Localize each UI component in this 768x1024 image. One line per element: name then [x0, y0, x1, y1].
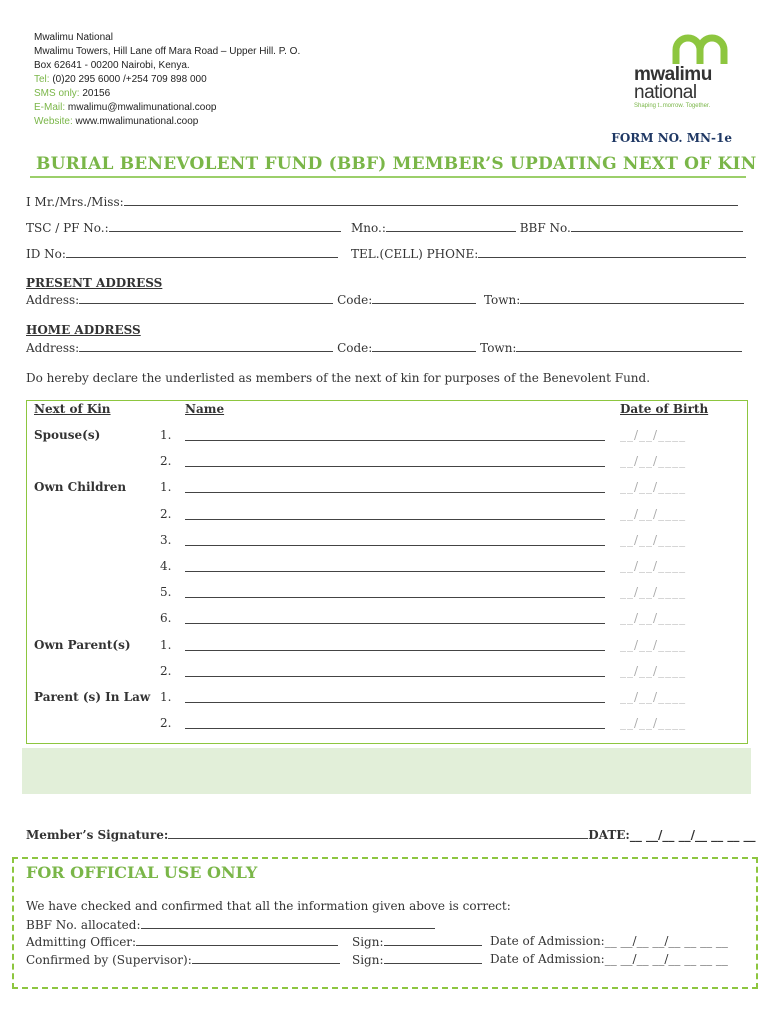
kin-row-number: 3. [160, 533, 172, 547]
logo-word-national: national [634, 82, 697, 103]
form-title: BURIAL BENEVOLENT FUND (BBF) MEMBER’S UPDATING NEXT OF KIN [36, 154, 757, 174]
kin-dob-field[interactable]: __/__/____ [620, 638, 687, 652]
email-value[interactable]: mwalimu@mwalimunational.coop [65, 102, 217, 113]
admitting-sign-field[interactable] [384, 934, 482, 946]
kin-dob-field[interactable]: __/__/____ [620, 428, 687, 442]
kin-row-number: 5. [160, 585, 172, 599]
sms-value: 20156 [79, 88, 111, 99]
present-address-row [26, 292, 744, 307]
kin-name-field[interactable] [185, 519, 605, 520]
logo-arches-icon [632, 34, 740, 66]
id-row [26, 246, 338, 261]
col-header-date-of-birth: Date of Birth [620, 402, 709, 416]
kin-name-field[interactable] [185, 571, 605, 572]
kin-row-number: 1. [160, 480, 172, 494]
tel-value: (0)20 295 6000 /+254 709 898 000 [49, 74, 207, 85]
present-code-field[interactable] [372, 292, 476, 304]
kin-dob-field[interactable]: __/__/____ [620, 559, 687, 573]
green-band [22, 748, 751, 794]
kin-category: Parent (s) In Law [34, 690, 151, 704]
logo-tagline: Shaping t..morrow. Together. [634, 103, 711, 109]
admitting-sign-label: Sign: [352, 935, 384, 949]
confirmed-by-label: Confirmed by (Supervisor): [26, 953, 192, 967]
tel-row [351, 246, 746, 261]
kin-name-field[interactable] [185, 728, 605, 729]
tel-label: Tel: [34, 74, 50, 85]
official-use-title: FOR OFFICIAL USE ONLY [26, 863, 258, 882]
website-value[interactable]: www.mwalimunational.coop [72, 116, 199, 127]
kin-name-field[interactable] [185, 440, 605, 441]
kin-dob-field[interactable]: __/__/____ [620, 585, 687, 599]
kin-dob-field[interactable]: __/__/____ [620, 507, 687, 521]
home-address-label: Address: [26, 341, 80, 355]
mno-field[interactable] [386, 220, 516, 232]
org-address-line-2: Box 62641 - 00200 Nairobi, Kenya. [34, 60, 190, 71]
form-number: FORM NO. MN-1e [611, 131, 732, 145]
admitting-officer-label: Admitting Officer: [26, 935, 137, 949]
org-email [34, 101, 300, 115]
admitting-date-field[interactable]: __ __/__ __/__ __ __ __ [604, 934, 728, 948]
present-town-label: Town: [483, 293, 521, 307]
org-name: Mwalimu National [34, 32, 113, 43]
signature-row [26, 827, 756, 842]
tsc-row [26, 220, 341, 235]
home-town-label: Town: [480, 341, 517, 355]
present-address-heading: PRESENT ADDRESS [26, 276, 163, 290]
kin-dob-field[interactable]: __/__/____ [620, 454, 687, 468]
org-sms [34, 87, 300, 101]
kin-name-field[interactable] [185, 545, 605, 546]
confirmed-date-field[interactable]: __ __/__ __/__ __ __ __ [604, 952, 728, 966]
home-address-heading: HOME ADDRESS [26, 323, 141, 337]
tsc-field[interactable] [109, 220, 341, 232]
admitting-officer-field[interactable] [136, 934, 338, 946]
confirmed-sign-field[interactable] [384, 952, 482, 964]
kin-category: Own Children [34, 480, 127, 494]
admitting-sign-row [352, 934, 482, 949]
kin-row-number: 1. [160, 638, 172, 652]
bbf-label: BBF No. [519, 221, 571, 235]
org-website [34, 115, 300, 129]
title-divider [30, 176, 746, 178]
kin-name-field[interactable] [185, 466, 605, 467]
member-name-row [26, 194, 738, 209]
kin-row-number: 1. [160, 690, 172, 704]
present-code-label: Code: [337, 293, 373, 307]
admitting-date-row [490, 934, 728, 948]
bbf-allocated-field[interactable] [141, 917, 435, 929]
home-address-field[interactable] [79, 340, 333, 352]
bbf-field[interactable] [571, 220, 743, 232]
col-header-name: Name [185, 402, 225, 416]
admitting-officer-row [26, 934, 338, 949]
kin-name-field[interactable] [185, 597, 605, 598]
admitting-date-label: Date of Admission: [490, 934, 605, 948]
kin-row-number: 6. [160, 611, 172, 625]
kin-dob-field[interactable]: __/__/____ [620, 611, 687, 625]
kin-dob-field[interactable]: __/__/____ [620, 664, 687, 678]
signature-date-field[interactable]: __ __/__ __/__ __ __ __ [629, 828, 756, 842]
tsc-label: TSC / PF No.: [26, 221, 109, 235]
kin-row-number: 2. [160, 454, 172, 468]
confirmed-sign-row [352, 952, 482, 967]
kin-row-number: 2. [160, 664, 172, 678]
website-label: Website: [34, 116, 73, 127]
confirmed-date-label: Date of Admission: [490, 952, 605, 966]
home-address-row [26, 340, 742, 355]
confirmed-by-row [26, 952, 340, 967]
mno-row [351, 220, 743, 235]
org-address-line-1: Mwalimu Towers, Hill Lane off Mara Road – Upper Hill. P. O. [34, 46, 301, 57]
present-address-field[interactable] [79, 292, 333, 304]
official-statement: We have checked and confirmed that all the information given above is correct: [26, 899, 511, 913]
email-label: E-Mail: [34, 102, 66, 113]
kin-row-number: 2. [160, 507, 172, 521]
mno-label: Mno.: [351, 221, 386, 235]
tel-cell-label: TEL.(CELL) PHONE: [351, 247, 479, 261]
signature-label: Member’s Signature: [26, 828, 169, 842]
mwalimu-logo [632, 34, 740, 114]
kin-row-number: 4. [160, 559, 172, 573]
kin-category: Spouse(s) [34, 428, 101, 442]
signature-field[interactable] [168, 827, 588, 839]
present-town-field[interactable] [520, 292, 744, 304]
confirmed-by-field[interactable] [192, 952, 340, 964]
kin-name-field[interactable] [185, 623, 605, 624]
home-code-field[interactable] [372, 340, 476, 352]
id-field[interactable] [66, 246, 338, 258]
id-label: ID No: [26, 247, 66, 261]
confirmed-sign-label: Sign: [352, 953, 384, 967]
kin-dob-field[interactable]: __/__/____ [620, 690, 687, 704]
kin-category: Own Parent(s) [34, 638, 131, 652]
logo-word-mwalimu: mwalimu [634, 64, 712, 85]
org-contact-block [34, 31, 300, 129]
member-name-label: I Mr./Mrs./Miss: [26, 195, 124, 209]
home-code-label: Code: [337, 341, 373, 355]
kin-name-field[interactable] [185, 650, 605, 651]
kin-row-number: 2. [160, 716, 172, 730]
declaration-text: Do hereby declare the underlisted as members of the next of kin for purposes of the Benevolent Fund. [26, 371, 651, 385]
kin-dob-field[interactable]: __/__/____ [620, 480, 687, 494]
col-header-next-of-kin: Next of Kin [34, 402, 111, 416]
tel-cell-field[interactable] [478, 246, 746, 258]
kin-name-field[interactable] [185, 676, 605, 677]
present-address-label: Address: [26, 293, 80, 307]
confirmed-date-row [490, 952, 728, 966]
kin-row-number: 1. [160, 428, 172, 442]
kin-dob-field[interactable]: __/__/____ [620, 533, 687, 547]
member-name-field[interactable] [124, 194, 738, 206]
home-town-field[interactable] [516, 340, 742, 352]
signature-date-label: DATE: [588, 828, 630, 842]
sms-label: SMS only: [34, 88, 80, 99]
org-tel [34, 73, 300, 87]
bbf-allocated-row [26, 917, 435, 932]
bbf-allocated-label: BBF No. allocated: [26, 918, 141, 932]
kin-name-field[interactable] [185, 702, 605, 703]
kin-dob-field[interactable]: __/__/____ [620, 716, 687, 730]
kin-name-field[interactable] [185, 492, 605, 493]
